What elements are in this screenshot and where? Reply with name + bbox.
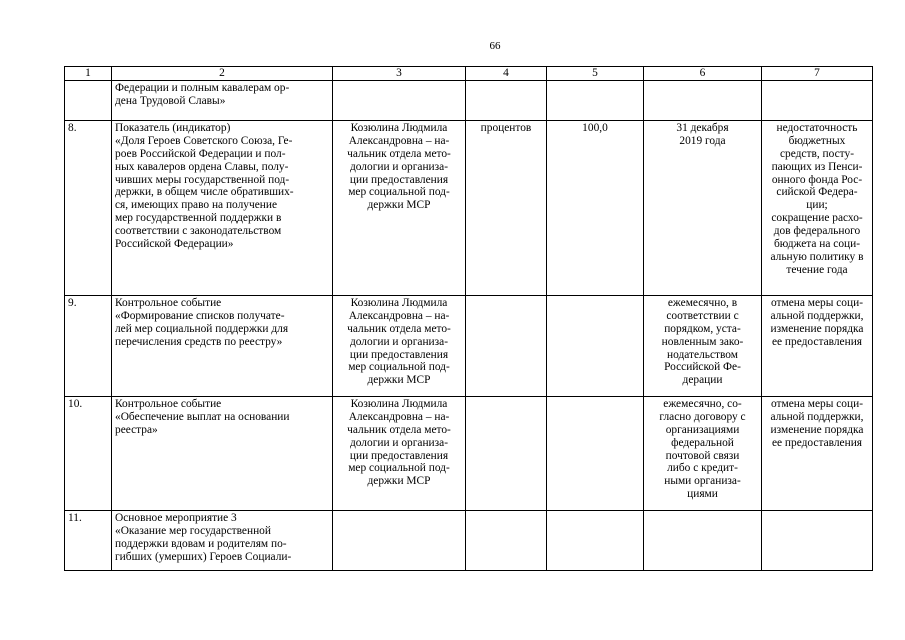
cell-line: либо с кредит-: [667, 462, 738, 475]
cell-line: изменение порядка: [770, 423, 864, 436]
cell-line: дологии и организа-: [349, 436, 449, 449]
table-row: [65, 510, 873, 570]
cell-line: мер социальной под-: [348, 186, 450, 199]
event-description-cell: [112, 120, 333, 295]
cell-line: чальник отдела мето-: [347, 322, 451, 335]
page-number: 66: [489, 40, 501, 52]
cell-line: «Доля Героев Советского Союза, Ге-: [115, 134, 293, 147]
cell-line: дологии и организа-: [349, 160, 449, 173]
cell-line: ции;: [806, 199, 828, 212]
cell-line: течение года: [786, 263, 848, 276]
cell-line: альной поддержки,: [770, 410, 864, 423]
cell-line: сокращение расхо-: [771, 212, 863, 225]
cell-line: новленным зако-: [661, 335, 744, 348]
header-cell: 7: [762, 67, 873, 81]
cell-line: мер государственной поддержки в: [115, 212, 282, 225]
deadline-cell: [644, 80, 762, 120]
risk-cell: [762, 510, 873, 570]
row-number: [65, 80, 112, 120]
table-row: [65, 396, 873, 510]
cell-line: отмена меры соци-: [771, 397, 863, 410]
unit-cell: [466, 396, 547, 510]
cell-line: соответствии с: [666, 309, 739, 322]
cell-line: ции предоставления: [349, 449, 449, 462]
deadline-cell: [644, 295, 762, 396]
plan-table: [64, 66, 873, 571]
cell-line: нодательством: [667, 348, 738, 361]
header-row: [65, 67, 873, 81]
cell-line: бюджета на соци-: [773, 238, 861, 251]
cell-line: дена Трудовой Славы»: [115, 94, 226, 107]
cell-line: чальник отдела мето-: [347, 423, 451, 436]
cell-line: ее предоставления: [771, 335, 863, 348]
unit-cell: [466, 80, 547, 120]
value-cell: [547, 80, 644, 120]
event-description-cell: [112, 396, 333, 510]
cell-line: дологии и организа-: [349, 335, 449, 348]
cell-line: ных кавалеров ордена Славы, полу-: [115, 160, 289, 173]
risk-cell: [762, 120, 873, 295]
cell-line: ции предоставления: [349, 173, 449, 186]
cell-line: Александровна – на-: [348, 410, 450, 423]
event-description-cell: [112, 295, 333, 396]
row-number: 10.: [65, 396, 112, 510]
cell-line: дерации: [682, 374, 723, 387]
cell-line: Александровна – на-: [348, 309, 450, 322]
cell-line: Контрольное событие: [115, 397, 222, 410]
cell-line: организациями: [665, 423, 740, 436]
cell-line: мер социальной под-: [348, 361, 450, 374]
cell-line: недостаточность: [776, 121, 858, 134]
cell-line: альную политику в: [770, 250, 864, 263]
cell-line: чальник отдела мето-: [347, 147, 451, 160]
cell-line: почтовой связи: [665, 449, 740, 462]
row-number: 11.: [65, 510, 112, 570]
risk-cell: [762, 295, 873, 396]
cell-line: Российской Фе-: [664, 361, 741, 374]
cell-line: гибших (умерших) Героев Социали-: [115, 550, 292, 563]
cell-line: ся, имеющих право на получение: [115, 199, 278, 212]
cell-line: Козюлина Людмила: [350, 397, 448, 410]
cell-line: перечисления средств по реестру»: [115, 335, 283, 348]
value-cell: [547, 510, 644, 570]
deadline-cell: [644, 510, 762, 570]
deadline-cell: [644, 396, 762, 510]
cell-line: альной поддержки,: [770, 309, 864, 322]
cell-line: средств, посту-: [779, 147, 854, 160]
cell-line: ными организа-: [664, 475, 741, 488]
responsible-person-cell: [333, 120, 466, 295]
table-row: [65, 80, 873, 120]
cell-line: сийской Федера-: [776, 186, 858, 199]
header-cell: 1: [65, 67, 112, 81]
cell-line: федеральной: [671, 436, 734, 449]
cell-line: ее предоставления: [771, 436, 863, 449]
event-description-cell: [112, 510, 333, 570]
value-cell: 100,0: [547, 120, 644, 295]
cell-line: пающих из Пенси-: [771, 160, 863, 173]
cell-line: держки МСР: [367, 374, 431, 387]
header-cell: 6: [644, 67, 762, 81]
value-cell: [547, 295, 644, 396]
cell-line: Основное мероприятие 3: [115, 511, 237, 524]
row-number: 9.: [65, 295, 112, 396]
responsible-person-cell: [333, 295, 466, 396]
cell-line: 2019 года: [679, 134, 726, 147]
cell-line: чивших меры государственной под-: [115, 173, 290, 186]
unit-cell: [466, 510, 547, 570]
cell-line: циями: [687, 488, 718, 501]
cell-line: Контрольное событие: [115, 296, 222, 309]
cell-line: ежемесячно, со-: [663, 397, 742, 410]
cell-line: мер социальной под-: [348, 462, 450, 475]
cell-line: Федерации и полным кавалерам ор-: [115, 81, 290, 94]
cell-line: Александровна – на-: [348, 134, 450, 147]
cell-line: отмена меры соци-: [771, 296, 863, 309]
cell-line: держки МСР: [367, 199, 431, 212]
cell-line: дов федерального: [773, 225, 861, 238]
cell-line: поддержки вдовам и родителям по-: [115, 537, 287, 550]
event-description-cell: [112, 80, 333, 120]
cell-line: изменение порядка: [770, 322, 864, 335]
cell-line: ежемесячно, в: [667, 296, 738, 309]
cell-line: онного фонда Рос-: [771, 173, 863, 186]
header-cell: 2: [112, 67, 333, 81]
risk-cell: [762, 396, 873, 510]
cell-line: лей мер социальной поддержки для: [115, 322, 289, 335]
header-cell: 5: [547, 67, 644, 81]
cell-line: Козюлина Людмила: [350, 121, 448, 134]
responsible-person-cell: [333, 510, 466, 570]
deadline-cell: [644, 120, 762, 295]
header-cell: 3: [333, 67, 466, 81]
cell-line: бюджетных: [788, 134, 846, 147]
cell-line: держки МСР: [367, 475, 431, 488]
cell-line: Российской Федерации»: [115, 238, 234, 251]
value-cell: [547, 396, 644, 510]
cell-line: Козюлина Людмила: [350, 296, 448, 309]
cell-line: гласно договору с: [659, 410, 746, 423]
cell-line: Показатель (индикатор): [115, 121, 231, 134]
cell-line: «Оказание мер государственной: [115, 524, 271, 537]
cell-line: «Обеспечение выплат на основании: [115, 410, 290, 423]
cell-line: порядком, уста-: [664, 322, 741, 335]
header-cell: 4: [466, 67, 547, 81]
responsible-person-cell: [333, 396, 466, 510]
cell-line: «Формирование списков получате-: [115, 309, 285, 322]
cell-line: ции предоставления: [349, 348, 449, 361]
cell-line: реестра»: [115, 423, 158, 436]
responsible-person-cell: [333, 80, 466, 120]
unit-cell: процентов: [466, 120, 547, 295]
row-number: 8.: [65, 120, 112, 295]
risk-cell: [762, 80, 873, 120]
unit-cell: [466, 295, 547, 396]
cell-line: соответствии с законодательством: [115, 225, 282, 238]
cell-line: роев Российской Федерации и пол-: [115, 147, 286, 160]
table-row: [65, 120, 873, 295]
cell-line: 31 декабря: [676, 121, 729, 134]
cell-line: держки, в общем числе обративших-: [115, 186, 294, 199]
table-row: [65, 295, 873, 396]
